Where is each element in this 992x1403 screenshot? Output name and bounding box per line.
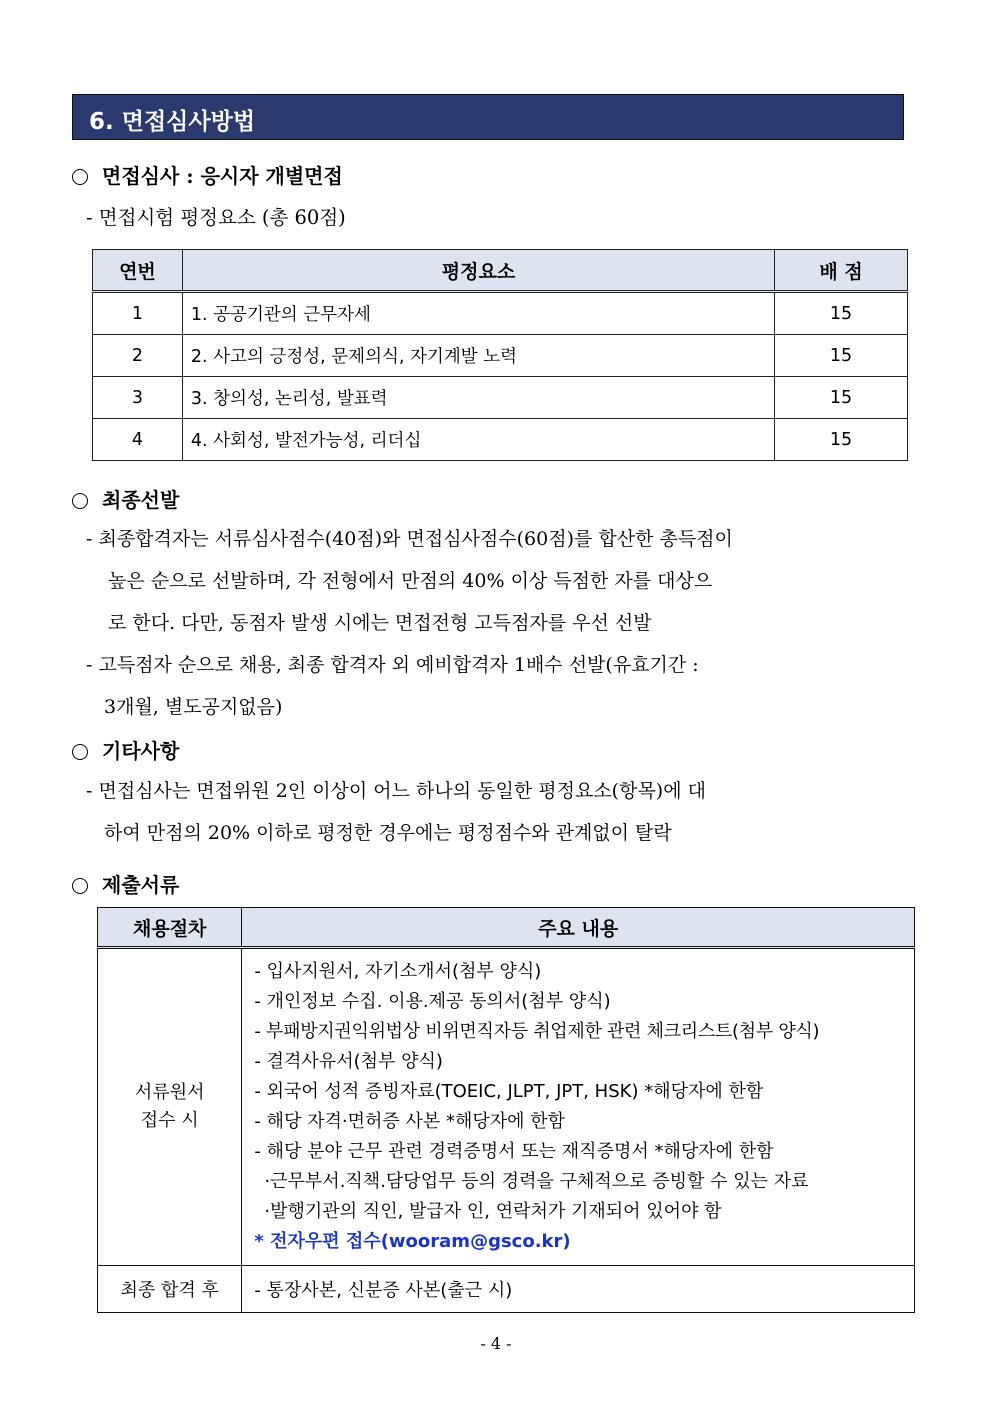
list-subitem: ·발행기관의 직인, 발급자 인, 연락처가 기재되어 있어야 함 [264, 1201, 722, 1222]
evaluation-table [92, 249, 908, 461]
col-header-element: 평정요소 [182, 250, 774, 292]
list-item: - 개인정보 수집. 이용.제공 동의서(첨부 양식) [254, 991, 611, 1012]
circle-bullet-icon [72, 878, 88, 894]
documents-table-header [98, 908, 915, 948]
list-item: - 결격사유서(첨부 양식) [254, 1051, 443, 1072]
row-element: 1. 공공기관의 근무자세 [182, 292, 774, 335]
table-row [93, 377, 908, 419]
section-title-bar [72, 94, 904, 140]
final-heading: 최종선발 [102, 488, 180, 512]
final-contents: - 통장사본, 신분증 사본(출근 시) [242, 1266, 915, 1313]
section-title: 6. 면접심사방법 [89, 109, 256, 135]
row-number: 1 [93, 292, 183, 335]
final-heading-row [72, 484, 179, 513]
interview-heading: 면접심사 : 응시자 개별면접 [102, 164, 343, 188]
col-header-procedure: 채용절차 [98, 908, 242, 948]
table-row [98, 1266, 915, 1313]
col-header-score: 배 점 [775, 250, 908, 292]
list-item: - 해당 분야 근무 관련 경력증명서 또는 재직증명서 *해당자에 한함 [254, 1141, 774, 1162]
interview-subheading: - 면접시험 평정요소 (총 60점) [86, 206, 346, 229]
procedure-label-line: 서류원서 [134, 1082, 205, 1103]
row-number: 4 [93, 419, 183, 461]
final-line-5: 3개월, 별도공지없음) [104, 696, 283, 718]
list-subitem: ·근무부서.직책.담당업무 등의 경력을 구체적으로 증빙할 수 있는 자료 [264, 1171, 809, 1192]
circle-bullet-icon [72, 744, 88, 760]
procedure-label-line: 접수 시 [140, 1110, 199, 1131]
docs-heading: 제출서류 [102, 873, 180, 897]
row-number: 2 [93, 335, 183, 377]
row-element: 2. 사고의 긍정성, 문제의식, 자기계발 노력 [182, 335, 774, 377]
etc-line-2: 하여 만점의 20% 이하로 평정한 경우에는 평정점수와 관계없이 탈락 [104, 822, 672, 844]
row-number: 3 [93, 377, 183, 419]
procedure-application [98, 948, 242, 1266]
docs-heading-row [72, 869, 179, 898]
etc-line-1: - 면접심사는 면접위원 2인 이상이 어느 하나의 동일한 평정요소(항목)에 대 [86, 780, 706, 802]
list-item: - 외국어 성적 증빙자료(TOEIC, JLPT, JPT, HSK) *해당자에 한함 [254, 1081, 764, 1102]
circle-bullet-icon [72, 169, 88, 185]
row-score: 15 [775, 335, 908, 377]
list-item: - 입사지원서, 자기소개서(첨부 양식) [254, 961, 542, 982]
row-score: 15 [775, 377, 908, 419]
etc-heading: 기타사항 [102, 739, 180, 763]
table-row [98, 948, 915, 1266]
interview-heading-row [72, 160, 343, 189]
application-contents [242, 948, 915, 1266]
row-element: 4. 사회성, 발전가능성, 리더십 [182, 419, 774, 461]
row-score: 15 [775, 292, 908, 335]
table-row [93, 419, 908, 461]
circle-bullet-icon [72, 493, 88, 509]
email-submission-note: * 전자우편 접수(wooram@gsco.kr) [254, 1231, 571, 1252]
row-element: 3. 창의성, 논리성, 발표력 [182, 377, 774, 419]
final-line-1: - 최종합격자는 서류심사점수(40점)와 면접심사점수(60점)를 합산한 총득점이 [86, 528, 733, 550]
final-line-4: - 고득점자 순으로 채용, 최종 합격자 외 예비합격자 1배수 선발(유효기간 : [86, 654, 699, 676]
col-header-content: 주요 내용 [242, 908, 915, 948]
table-row [93, 292, 908, 335]
document-list [242, 949, 914, 1265]
procedure-final: 최종 합격 후 [98, 1266, 242, 1313]
list-item: - 부패방지권익위법상 비위면직자등 취업제한 관련 체크리스트(첨부 양식) [254, 1021, 820, 1042]
col-header-number: 연번 [93, 250, 183, 292]
documents-table [97, 907, 915, 1313]
evaluation-table-header [93, 250, 908, 292]
list-item: - 해당 자격·면허증 사본 *해당자에 한함 [254, 1111, 566, 1132]
final-line-2: 높은 순으로 선발하며, 각 전형에서 만점의 40% 이상 득점한 자를 대상으 [108, 570, 713, 592]
page-number: - 4 - [480, 1334, 512, 1353]
etc-heading-row [72, 735, 179, 764]
table-row [93, 335, 908, 377]
row-score: 15 [775, 419, 908, 461]
final-line-3: 로 한다. 다만, 동점자 발생 시에는 면접전형 고득점자를 우선 선발 [108, 612, 652, 634]
